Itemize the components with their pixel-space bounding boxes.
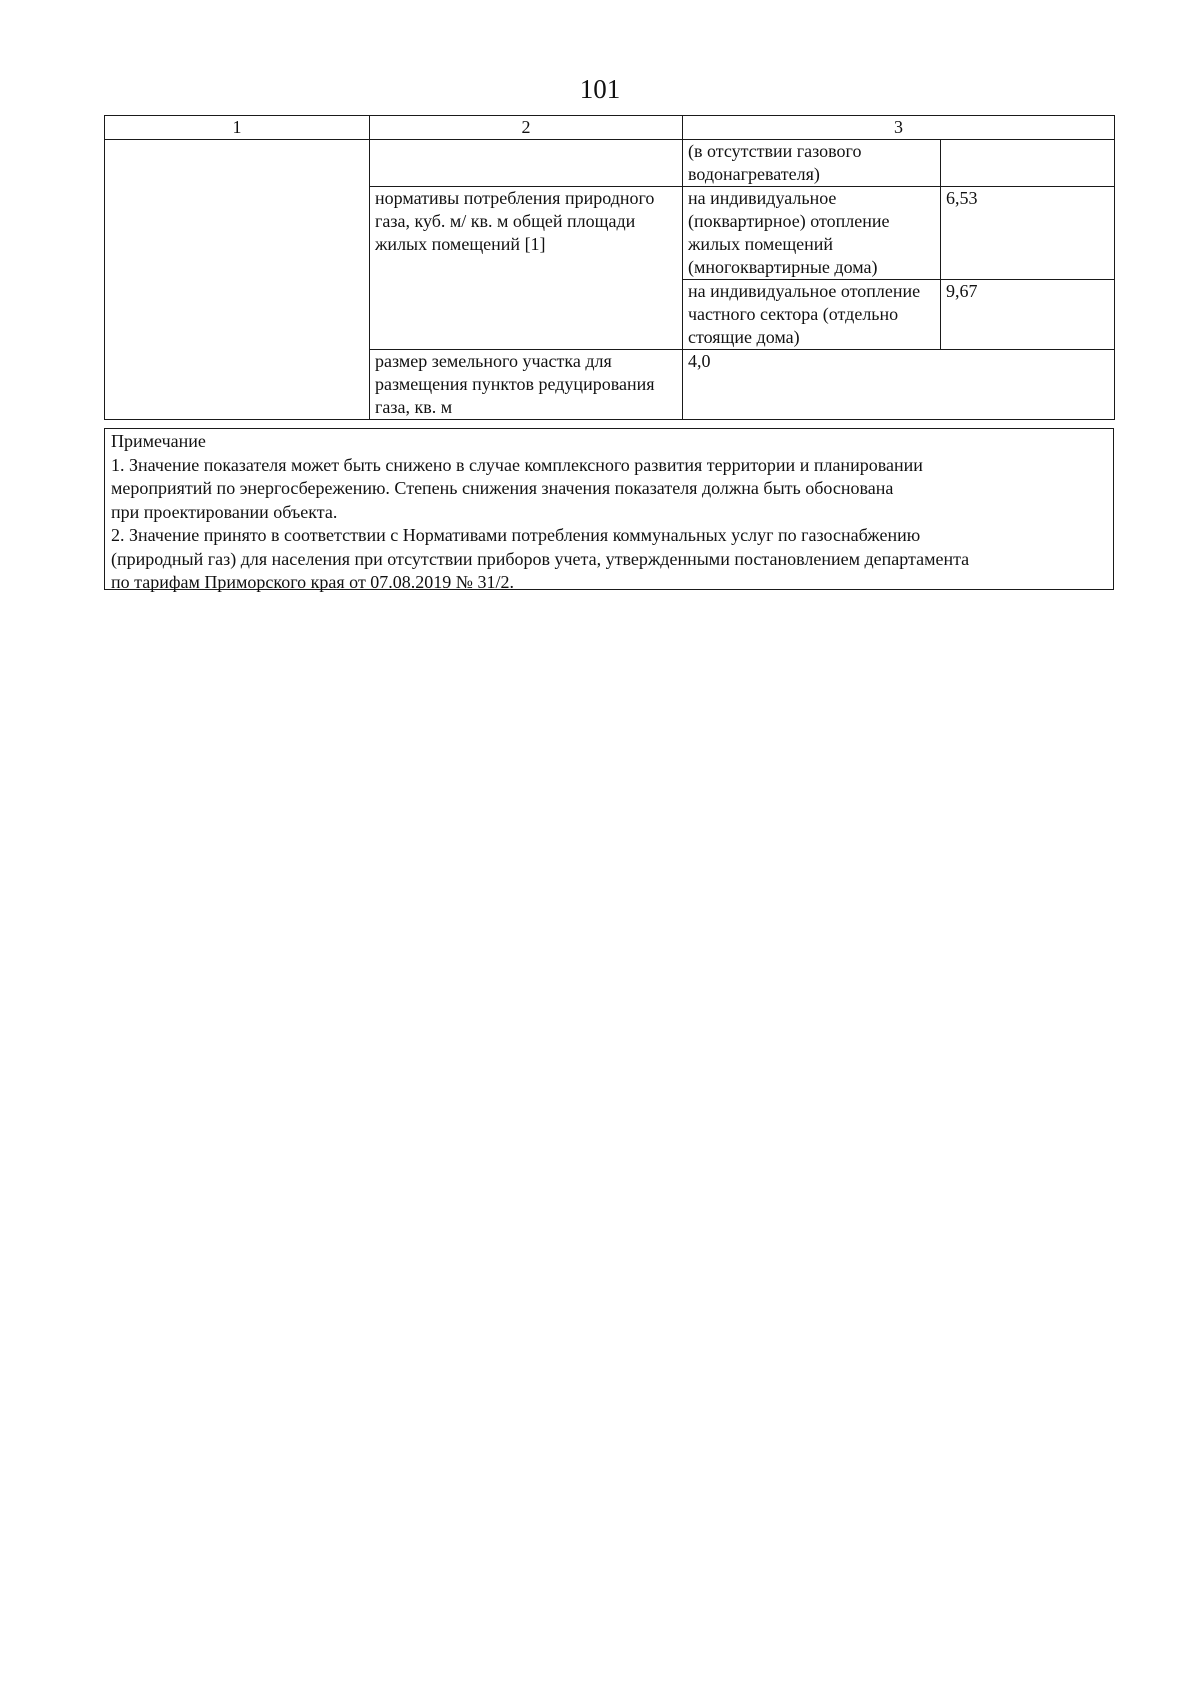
page-number: 101	[579, 74, 621, 104]
condition-cell: на индивидуальное отопление частного сектора (отдельно стоящие дома)	[683, 280, 941, 350]
note-line: 1. Значение показателя может быть снижено в случае комплексного развития территории и планировании	[111, 454, 923, 475]
indicator-cell: нормативы потребления природного газа, куб. м/ кв. м общей площади жилых помещений [1]	[370, 187, 683, 350]
note-title: Примечание	[111, 431, 206, 451]
note-line: по тарифам Приморского края от 07.08.2019 № 31/2.	[111, 572, 514, 592]
table-header-row	[105, 116, 1115, 140]
note-line: мероприятий по энергосбережению. Степень снижения значения показателя должна быть обоснована	[111, 478, 894, 498]
note-line: при проектировании объекта.	[111, 501, 338, 522]
norms-table	[104, 115, 1115, 420]
header-col-3: 3	[683, 116, 1115, 140]
indicator-cell-empty	[370, 140, 683, 187]
condition-cell: (в отсутствии газового водонагревателя)	[683, 140, 941, 187]
header-col-2: 2	[370, 116, 683, 140]
value-cell: 4,0	[683, 350, 1115, 420]
note-line: 2. Значение принято в соответствии с Нормативами потребления коммунальных услуг по газоснабжению	[111, 525, 921, 545]
table-row	[105, 140, 1115, 187]
indicator-cell: размер земельного участка для размещения пунктов редуцирования газа, кв. м	[370, 350, 683, 420]
value-cell: 6,53	[941, 187, 1115, 280]
header-col-1: 1	[105, 116, 370, 140]
value-cell: 9,67	[941, 280, 1115, 350]
condition-cell: на индивидуальное (поквартирное) отопление жилых помещений (многоквартирные дома)	[683, 187, 941, 280]
col-1-cell	[105, 140, 370, 420]
note-box	[104, 428, 1114, 590]
note-line: (природный газ) для населения при отсутствии приборов учета, утвержденными постановлением департамента	[111, 548, 970, 569]
value-cell	[941, 140, 1115, 187]
